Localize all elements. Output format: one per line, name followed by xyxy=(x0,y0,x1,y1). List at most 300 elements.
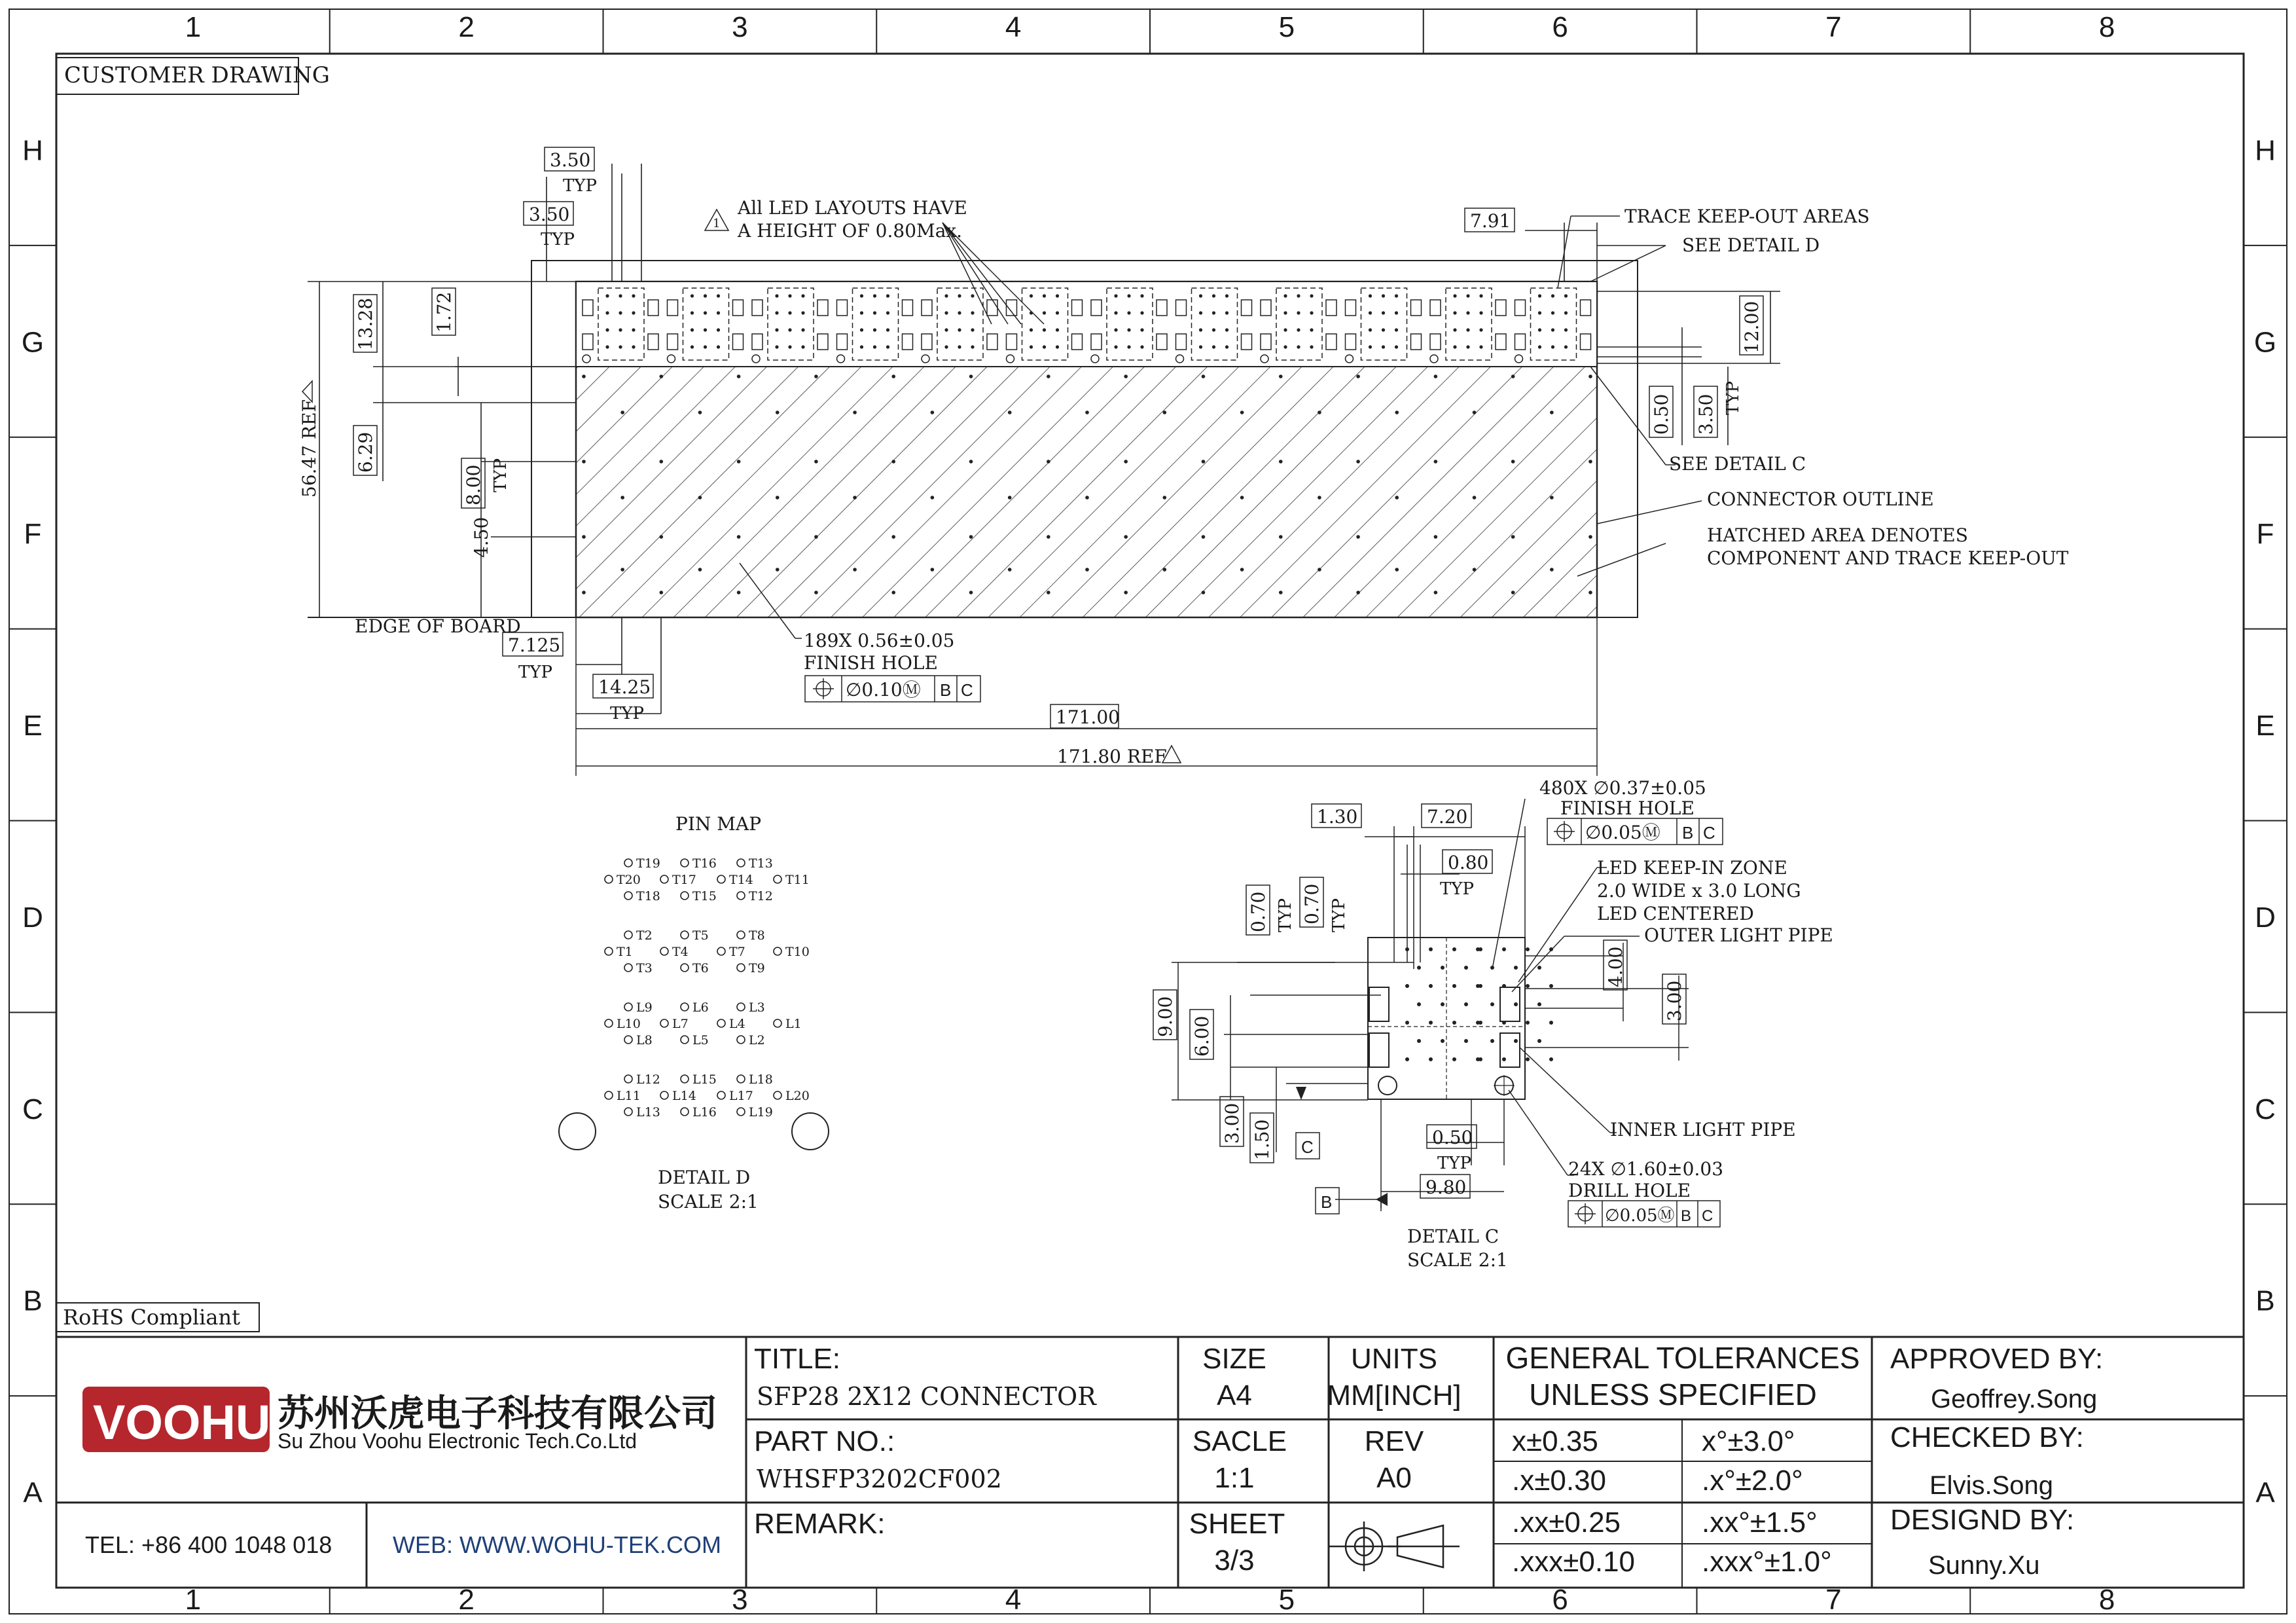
led-via xyxy=(873,345,876,348)
dim-4-00 xyxy=(1604,940,1627,990)
led-pad xyxy=(733,334,744,350)
led-via xyxy=(944,294,948,297)
zone-row-label: F xyxy=(24,518,42,551)
tolerance-linear: .xxx±0.10 xyxy=(1512,1546,1636,1578)
svg-text:13.28: 13.28 xyxy=(355,297,376,350)
finish-hole xyxy=(1279,374,1283,378)
finish-hole xyxy=(1356,535,1360,539)
pin-hole xyxy=(737,892,745,900)
led-via xyxy=(944,328,948,331)
hatched-area-note-1: HATCHED AREA DENOTES xyxy=(1707,524,1968,546)
outer-light-pipe-note: OUTER LIGHT PIPE xyxy=(1644,924,1833,946)
svg-text:C: C xyxy=(1703,823,1715,843)
dim-7-91 xyxy=(1465,208,1515,232)
zone-col-label: 3 xyxy=(732,11,748,43)
pin-hole xyxy=(660,1019,668,1027)
svg-text:TYP: TYP xyxy=(1276,898,1295,932)
zone-labels xyxy=(22,11,2276,1616)
led-via xyxy=(1310,328,1313,331)
detail-c-hole xyxy=(1405,984,1409,988)
rohs-label xyxy=(56,1303,259,1332)
led-pad xyxy=(1242,334,1252,350)
led-via xyxy=(1225,311,1229,314)
dim-3-50-top xyxy=(545,147,597,196)
led-via xyxy=(886,311,889,314)
led-pad xyxy=(668,300,678,316)
led-via xyxy=(1297,311,1300,314)
dim-7-20 xyxy=(1422,804,1471,828)
led-via xyxy=(788,328,791,331)
pin-label: T5 xyxy=(692,928,709,943)
rev-value: A0 xyxy=(1376,1462,1412,1494)
detail-c-hole xyxy=(1405,1021,1409,1025)
led-via xyxy=(1538,345,1541,348)
svg-text:∅0.05Ⓜ: ∅0.05Ⓜ xyxy=(1605,1206,1675,1226)
zone-row-label: C xyxy=(2255,1093,2276,1125)
led-pad xyxy=(817,334,828,350)
finish-hole xyxy=(1356,591,1360,594)
pin-map-mount-hole-right xyxy=(792,1113,829,1150)
part-no-value: WHSFP3202CF002 xyxy=(757,1465,1002,1493)
dim-0-50-detail xyxy=(1427,1125,1477,1173)
led-pad xyxy=(1157,300,1167,316)
finish-hole xyxy=(1434,535,1438,539)
svg-text:9.00: 9.00 xyxy=(1155,996,1176,1037)
pin-hole xyxy=(774,947,781,955)
scale-label: SACLE xyxy=(1192,1425,1287,1457)
svg-text:0.70: 0.70 xyxy=(1301,883,1323,924)
svg-text:0.50: 0.50 xyxy=(1432,1127,1473,1148)
pin-map xyxy=(559,813,829,1213)
led-via xyxy=(1114,345,1117,348)
trace-keep-out-note: TRACE KEEP-OUT AREAS xyxy=(1624,206,1870,227)
led-via xyxy=(704,345,707,348)
led-pad xyxy=(1091,300,1102,316)
finish-hole xyxy=(1047,374,1050,378)
pin-label: L7 xyxy=(672,1017,689,1031)
led-via xyxy=(1551,345,1554,348)
led-pad xyxy=(583,334,593,350)
pin-hole xyxy=(737,964,745,972)
designed-by-value: Sunny.Xu xyxy=(1928,1551,2040,1580)
led-via xyxy=(801,311,804,314)
zone-col-label: 5 xyxy=(1278,1584,1295,1616)
detail-c-hole xyxy=(1441,966,1444,970)
detail-c-hole xyxy=(1526,947,1530,951)
svg-text:TYP: TYP xyxy=(610,704,644,723)
led-via xyxy=(1479,328,1482,331)
projection-symbol xyxy=(1329,1522,1460,1571)
led-via xyxy=(873,294,876,297)
pin-hole xyxy=(624,892,632,900)
dim-1-72 xyxy=(432,288,456,335)
finish-hole-label: FINISH HOLE xyxy=(804,652,938,674)
pin-hole xyxy=(717,1091,725,1099)
svg-text:RoHS Compliant: RoHS Compliant xyxy=(63,1305,240,1330)
main-view xyxy=(298,147,2069,776)
led-via xyxy=(1310,311,1313,314)
tel-number: TEL: +86 400 1048 018 xyxy=(85,1531,332,1558)
finish-hole xyxy=(1318,496,1321,500)
pin-label: T13 xyxy=(749,856,773,871)
led-pad xyxy=(1430,334,1441,350)
finish-hole xyxy=(1240,496,1244,500)
finish-hole xyxy=(891,460,895,464)
pin-label: L3 xyxy=(749,1000,765,1015)
svg-text:3.50: 3.50 xyxy=(550,149,591,171)
pin-label: L16 xyxy=(692,1105,717,1120)
company-name-cn: 苏州沃虎电子科技有限公司 xyxy=(278,1393,717,1434)
led-via xyxy=(1140,345,1143,348)
zone-row-label: G xyxy=(21,326,45,359)
led-via xyxy=(605,311,609,314)
led-via xyxy=(886,294,889,297)
svg-text:CUSTOMER DRAWING: CUSTOMER DRAWING xyxy=(64,62,330,88)
led-via xyxy=(1551,328,1554,331)
led-via xyxy=(873,311,876,314)
svg-text:6.00: 6.00 xyxy=(1191,1015,1213,1057)
led-pad xyxy=(1261,334,1271,350)
led-via xyxy=(1564,294,1568,297)
detail-c-hole xyxy=(1452,1021,1456,1025)
pin-hole xyxy=(717,947,725,955)
finish-hole xyxy=(660,591,664,594)
detail-d-scale: SCALE 2:1 xyxy=(658,1191,759,1213)
pin-hole xyxy=(681,1108,689,1116)
finish-hole xyxy=(620,496,624,500)
led-via xyxy=(1395,345,1398,348)
pin-hole xyxy=(717,1019,725,1027)
finish-hole xyxy=(582,374,586,378)
finish-hole xyxy=(931,410,935,414)
pin-label: T8 xyxy=(749,928,765,943)
led-via xyxy=(691,328,694,331)
led-pad xyxy=(922,300,932,316)
zone-col-label: 6 xyxy=(1552,11,1568,43)
finish-hole xyxy=(1124,374,1128,378)
size-label: SIZE xyxy=(1202,1343,1266,1375)
svg-text:B: B xyxy=(1682,823,1694,843)
finish-hole xyxy=(1202,374,1206,378)
finish-hole xyxy=(814,460,818,464)
led-via xyxy=(1453,345,1456,348)
finish-hole xyxy=(1588,374,1592,378)
feature-control-frame-detail-c xyxy=(1547,818,1723,845)
pin-label: L2 xyxy=(749,1033,765,1048)
led-via xyxy=(788,294,791,297)
led-pad xyxy=(1496,334,1506,350)
finish-hole xyxy=(1473,568,1477,572)
led-pad xyxy=(903,300,913,316)
dim-13-28 xyxy=(353,295,377,352)
finish-hole xyxy=(1047,535,1050,539)
drill-hole-left xyxy=(1378,1076,1397,1095)
svg-text:∅0.10Ⓜ: ∅0.10Ⓜ xyxy=(846,679,921,701)
finish-hole xyxy=(931,496,935,500)
dim-171-00 xyxy=(1050,704,1120,728)
svg-text:TYP: TYP xyxy=(1437,1154,1471,1173)
led-via xyxy=(717,311,720,314)
pin-label: T10 xyxy=(785,945,810,959)
pin-hole xyxy=(737,1003,745,1011)
svg-text:TYP: TYP xyxy=(541,230,575,249)
detail-c-hole xyxy=(1537,1002,1541,1006)
pin-hole xyxy=(660,1091,668,1099)
led-via xyxy=(691,311,694,314)
detail-c-hole xyxy=(1441,1039,1444,1043)
pin-label: T18 xyxy=(636,889,660,903)
zone-row-label: B xyxy=(23,1285,43,1317)
sheet-value: 3/3 xyxy=(1214,1544,1255,1577)
led-via xyxy=(1030,294,1033,297)
led-height-note xyxy=(705,197,967,242)
see-detail-c-note: SEE DETAIL C xyxy=(1669,453,1806,475)
led-via xyxy=(605,345,609,348)
finish-hole xyxy=(1047,460,1050,464)
led-via xyxy=(775,294,778,297)
led-via xyxy=(1564,345,1568,348)
led-pad xyxy=(752,300,762,316)
led-via xyxy=(1225,294,1229,297)
zone-row-label: F xyxy=(2256,518,2274,551)
tolerance-angular: .xx°±1.5° xyxy=(1702,1506,1818,1539)
approved-by-value: Geoffrey.Song xyxy=(1931,1385,2098,1413)
dim-8-00 xyxy=(461,458,511,508)
zone-col-label: 1 xyxy=(185,1584,202,1616)
finish-hole xyxy=(1240,568,1244,572)
led-via xyxy=(1369,328,1372,331)
detail-c-caption: DETAIL C xyxy=(1407,1226,1499,1247)
svg-text:0.80: 0.80 xyxy=(1448,852,1489,873)
svg-text:3.50: 3.50 xyxy=(529,204,570,225)
led-pad xyxy=(1157,334,1167,350)
dim-7-125 xyxy=(503,632,563,682)
hatched-area-note-2: COMPONENT AND TRACE KEEP-OUT xyxy=(1707,547,2069,569)
led-via xyxy=(1127,294,1130,297)
svg-text:3.00: 3.00 xyxy=(1221,1103,1243,1144)
dim-14-25 xyxy=(593,674,653,723)
finish-hole xyxy=(737,535,741,539)
part-no-label: PART NO.: xyxy=(754,1425,895,1457)
svg-text:0.50: 0.50 xyxy=(1651,393,1672,435)
finish-hole xyxy=(1511,374,1515,378)
keep-in-zone-2: 2.0 WIDE x 3.0 LONG xyxy=(1597,880,1801,902)
zone-row-label: B xyxy=(2255,1285,2275,1317)
led-pad xyxy=(922,334,932,350)
led-via xyxy=(1453,328,1456,331)
led-via xyxy=(619,345,622,348)
pin-hole xyxy=(681,1036,689,1044)
detail-c-hole xyxy=(1502,1021,1506,1025)
led-via xyxy=(1114,294,1117,297)
drill-hole-label: DRILL HOLE xyxy=(1568,1180,1691,1201)
led-pad xyxy=(1007,334,1017,350)
zone-col-label: 4 xyxy=(1005,11,1022,43)
zone-row-label: E xyxy=(23,710,43,742)
led-pad xyxy=(1581,334,1591,350)
finish-hole xyxy=(1588,460,1592,464)
feature-control-frame-drill xyxy=(1568,1201,1720,1227)
led-via xyxy=(717,345,720,348)
zone-row-label: A xyxy=(2255,1476,2275,1509)
finish-hole xyxy=(969,460,973,464)
drill-hole-qty: 24X ∅1.60±0.03 xyxy=(1568,1158,1724,1180)
detail-c-hole xyxy=(1452,1057,1456,1061)
led-pad xyxy=(1515,300,1526,316)
led-keep-out-box xyxy=(1192,288,1238,360)
led-pad xyxy=(1515,334,1526,350)
detail-c-hole xyxy=(1429,1057,1433,1061)
finish-hole xyxy=(1318,568,1321,572)
approved-by-label: APPROVED BY: xyxy=(1890,1343,2104,1375)
finish-hole xyxy=(1318,410,1321,414)
pin-map-groups xyxy=(605,856,810,1120)
led-via xyxy=(775,345,778,348)
finish-hole xyxy=(1085,410,1089,414)
zone-row-label: D xyxy=(2255,901,2276,934)
zone-row-label: H xyxy=(2255,134,2276,167)
zone-row-label: G xyxy=(2253,326,2277,359)
pin-hole xyxy=(660,875,668,883)
rev-label: REV xyxy=(1364,1425,1424,1457)
svg-text:C: C xyxy=(961,680,973,700)
finish-hole xyxy=(660,374,664,378)
pin-label: T1 xyxy=(617,945,633,959)
dim-3-50-second xyxy=(524,202,575,249)
finish-hole xyxy=(698,496,702,500)
pin-hole xyxy=(624,1003,632,1011)
led-via xyxy=(1140,294,1143,297)
general-tolerances-1: GENERAL TOLERANCES xyxy=(1505,1341,1860,1375)
finish-hole xyxy=(1202,460,1206,464)
detail-c-hole xyxy=(1537,1039,1541,1043)
pin-hole xyxy=(737,859,745,867)
pin-hole xyxy=(737,1075,745,1083)
finish-hole xyxy=(1588,591,1592,594)
led-via xyxy=(860,311,863,314)
finish-hole xyxy=(1008,496,1012,500)
detail-c-hole xyxy=(1417,1039,1421,1043)
led-via xyxy=(1453,294,1456,297)
pin-label: L17 xyxy=(729,1089,753,1103)
led-via xyxy=(944,311,948,314)
led-via xyxy=(1369,345,1372,348)
detail-c-hole xyxy=(1526,1021,1530,1025)
pin-hole xyxy=(624,1108,632,1116)
detail-c-hole xyxy=(1476,947,1480,951)
dim-9-80 xyxy=(1420,1175,1470,1198)
led-via xyxy=(1466,311,1469,314)
detail-c-hole xyxy=(1490,1002,1494,1006)
zone-col-label: 8 xyxy=(2098,11,2115,43)
finish-hole xyxy=(1124,535,1128,539)
units-label: UNITS xyxy=(1351,1343,1437,1375)
detail-c-hole xyxy=(1452,984,1456,988)
pin-hole xyxy=(681,1003,689,1011)
led-via xyxy=(1030,345,1033,348)
finish-hole xyxy=(1395,410,1399,414)
svg-text:171.00: 171.00 xyxy=(1056,706,1120,728)
tolerance-angular: .xxx°±1.0° xyxy=(1702,1546,1832,1578)
dim-0-70-a xyxy=(1246,885,1295,935)
led-pad xyxy=(1326,334,1336,350)
svg-text:1.50: 1.50 xyxy=(1251,1119,1273,1160)
pin-hole xyxy=(681,1075,689,1083)
finish-hole xyxy=(698,568,702,572)
led-via xyxy=(632,311,635,314)
detail-c-hole xyxy=(1452,947,1456,951)
finish-hole xyxy=(853,496,857,500)
pin-hole xyxy=(624,931,632,939)
finish-hole-qty: 189X 0.56±0.05 xyxy=(804,630,955,651)
detail-c-hole xyxy=(1502,984,1506,988)
svg-text:TYP: TYP xyxy=(563,176,597,196)
finish-hole xyxy=(853,410,857,414)
led-via xyxy=(717,328,720,331)
finish-hole xyxy=(1047,591,1050,594)
pin-label: L5 xyxy=(692,1033,709,1048)
detail-c-hole xyxy=(1514,1039,1518,1043)
finish-hole xyxy=(931,568,935,572)
led-pad xyxy=(648,334,658,350)
led-pad xyxy=(752,334,762,350)
finish-hole xyxy=(1124,460,1128,464)
finish-hole xyxy=(737,460,741,464)
led-via xyxy=(775,328,778,331)
finish-hole xyxy=(1588,535,1592,539)
led-via xyxy=(1369,311,1372,314)
led-via xyxy=(1199,311,1202,314)
finish-hole xyxy=(582,591,586,594)
led-via xyxy=(860,294,863,297)
led-via xyxy=(801,328,804,331)
led-keep-out-box xyxy=(1107,288,1153,360)
led-via xyxy=(632,294,635,297)
led-via xyxy=(1056,294,1059,297)
led-via xyxy=(1466,294,1469,297)
led-via xyxy=(1140,311,1143,314)
see-detail-d-note: SEE DETAIL D xyxy=(1682,234,1820,256)
pin-label: T12 xyxy=(749,889,773,903)
svg-text:7.91: 7.91 xyxy=(1470,210,1511,232)
led-via xyxy=(1199,345,1202,348)
scale-value: 1:1 xyxy=(1214,1462,1255,1494)
pin-hole xyxy=(605,1019,613,1027)
finish-hole xyxy=(1163,496,1167,500)
title-value: SFP28 2X12 CONNECTOR xyxy=(757,1382,1096,1411)
led-via xyxy=(1283,328,1287,331)
detail-c-hole xyxy=(1405,1057,1409,1061)
pin-label: T11 xyxy=(785,873,810,887)
svg-text:C: C xyxy=(1702,1207,1713,1225)
led-via xyxy=(971,345,974,348)
svg-text:B: B xyxy=(1681,1207,1692,1225)
finish-hole xyxy=(1163,568,1167,572)
pin-label: T9 xyxy=(749,961,765,976)
led-via xyxy=(1225,345,1229,348)
inner-light-pipe-left-bottom xyxy=(1369,1033,1389,1067)
led-via xyxy=(1564,311,1568,314)
pin-label: T14 xyxy=(729,873,753,887)
detail-c-hole xyxy=(1441,1002,1444,1006)
pin-label: L20 xyxy=(785,1089,810,1103)
led-via xyxy=(1114,311,1117,314)
finish-hole xyxy=(1434,591,1438,594)
pin-label: L14 xyxy=(672,1089,696,1103)
led-via xyxy=(801,345,804,348)
detail-c xyxy=(1153,777,1833,1271)
pin-label: T20 xyxy=(617,873,641,887)
